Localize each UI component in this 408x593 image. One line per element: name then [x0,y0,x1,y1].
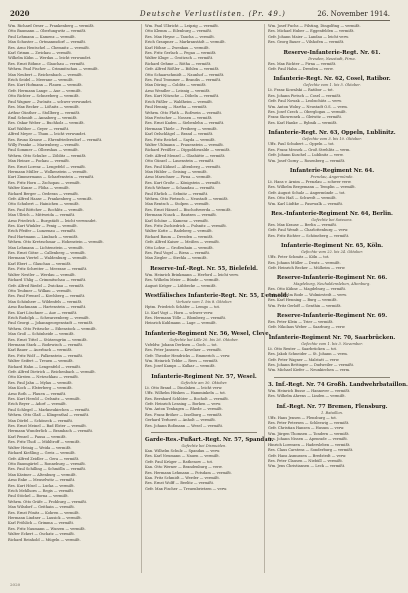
casualty-entry: Res. Wilhelm Ahrens — Linden — vermißt. [268,394,346,399]
casualty-entry: Walter Kluge — Groitzsch — vermißt. [145,56,214,61]
casualty-entry: Max Hübler — Geising — vermißt. [145,169,208,174]
casualty-entry: Res. Otto Haß — Schwedt — vermißt. [268,196,337,201]
casualty-entry: Kurt Zimmermann — Scharfenstein — vermißt. [8,175,95,180]
casualty-entry: Max Dörfel — Schöneck — vermißt. [8,418,74,423]
casualty-entry: Res. Paul Frenzel — Kirchberg — vermißt. [8,294,86,299]
casualty-entry: Karl Fröhlich — Grimma — vermißt. [8,521,75,526]
casualty-entry: Gefr. Hermann Lange — Aue — vermißt. [8,88,82,93]
casualty-entry: Res. Fritz Thoß — Mühltroff — vermißt. [8,440,81,445]
casualty-entry: Res. Karl Hanke — Rybnik — vermißt. [268,120,338,125]
casualty-entry: Gefr. Hans Asmussen — Bredstedt — verw. [268,453,347,458]
casualty-entry: Max Döring — Colditz — vermißt. [145,83,207,88]
casualty-entry: Otto Lohse — Großenhain — vermißt. [145,245,214,250]
casualty-entry: Res. Kurt Hösel — Lucka — vermißt. [8,483,75,488]
section-heading: Reserve-Inf.-Regt. Nr. 55, Bielefeld. [150,265,258,272]
casualty-entry: Gefr. Paul Krüger — Rathenow — tot. [145,459,214,464]
casualty-entry: Hermann Wunderlich — Brambach — vermißt. [8,429,94,434]
casualty-entry: Willy Franke — Marienberg — vermißt. [8,142,80,147]
casualty-entry: Karl Höhne — Zwenkau — vermißt. [145,45,210,50]
casualty-entry: Res. Peter Clausen — Niebüll — vermißt. [268,458,343,463]
casualty-entry: Gefr. Alfred Kaiser — Meißen — vermißt. [145,240,220,245]
casualty-list [268,287,396,309]
section-subheading: Gefechte vom 1. bis 5. Oktober. [303,83,361,88]
casualty-entry: Paul Lehmann — Kamenz — vermißt. [8,34,76,39]
casualty-entry: Res. Wilhelm Bergemann — Templin — vermißt. [268,185,356,190]
section-heading: Reserve-Infanterie-Regiment Nr. 69. [276,313,388,319]
casualty-entry: Res. Franz Bröker — Isselburg — vermißt. [145,412,223,417]
section-heading: Garde-Res.-Fußart.-Regt. Nr. 57, Spandau. [145,437,274,443]
page-number: 2020 [10,9,30,18]
casualty-entry: Wm. Jens Christiansen — Leck — vermißt. [268,464,346,469]
casualty-entry: Res. Paul Böttcher — Rochlitz — vermißt. [8,207,84,212]
casualty-entry: Arthur Günther — Stollberg — vermißt. [8,110,81,115]
section-heading: Infanterie-Regt. Nr. 62, Cosel, Ratibor. [273,76,391,83]
casualty-entry: Wm. Josef Gorny — Rosenberg — vermißt. [268,158,346,163]
casualty-entry: Hermann Viertel — Waldenburg — vermißt. [8,256,88,261]
casualty-entry: Res. Michael Huber — Eggenfelden — vermißt. [268,29,355,34]
section-heading: Reserve-Infanterie-Regiment Nr. 66. [276,275,388,282]
casualty-entry: Wehrm. Otto Pietzsch — Neustadt — vermißt. [145,197,229,201]
casualty-entry: Wehrm. Otto Gräfe — Frohburg — vermißt. [8,499,88,504]
section-heading: Inf.-Regt. Nr. 77 Bremen, Flensburg. [276,403,388,410]
casualty-entry: Erich Rudolph — Schwarzenberg — vermißt. [8,315,90,320]
page-title: Deutsche Verlustlisten. (Pr. 49.) [140,10,286,18]
page-header [10,8,390,21]
casualty-entry: Gefr. Paul Wendt — Charlottenburg — verw. [268,228,349,233]
casualty-entry: Paul Georgi — Johanngeorgenstadt — vermißt. [8,321,94,326]
casualty-entry: Hermann Lindner — Lausick — vermißt. [8,515,82,520]
casualty-entry: Max Neubert — Reichenbach — vermißt. [8,72,83,77]
casualty-entry: Max Ziegler — Strehla — vermißt. [145,256,208,261]
casualty-entry: Res. Fritz Reichel — Sayda — vermißt. [145,137,216,142]
casualty-entry: Res. Ernst Hänsel — Bischofswerda — vermißt. [145,207,232,212]
casualty-entry: Lt. Otto Reuter — Saarbrücken — tot. [268,346,338,351]
casualty-entry: Wm. Anton Tenhagen — Rhede — vermißt. [145,407,223,412]
casualty-entry: Richard Kießling — Greiz — vermißt. [8,451,76,456]
casualty-entry: Kan. Otto Werner — Brandenburg — verw. [145,465,223,470]
casualty-list [268,416,396,470]
section-heading: Infanterie-Regiment Nr. 56, Wesel, Cleve. [145,330,271,337]
casualty-entry: Arno Enke — Meuselwitz — vermißt. [8,478,76,483]
casualty-entry: Res. Kurt Herold — Oelsnitz — vermißt. [8,397,81,402]
casualty-entry: Wehrm. Otto Flath — Roßwein — vermißt. [145,110,223,115]
casualty-entry: Karl Schöne — Kamenz — vermißt. [145,218,209,223]
casualty-entry: Res. Peter Petersen — Schleswig — vermißt. [268,421,350,426]
casualty-entry: Karl Penzel — Pausa — vermißt. [8,434,67,439]
casualty-entry: Res. Hermann Lehmann — Potsdam — vermißt. [145,470,233,475]
casualty-entry: Wm. Karl Lüdtke — Pasewalk — vermißt. [268,201,344,206]
casualty-entry: Res. Jakob Schneider — St. Johann — verm. [268,352,348,357]
casualty-entry: Hermann Noack — Bautzen — vermißt. [145,213,217,218]
casualty-entry: Gefr. Nikolaus Weber — Saarburg — verw. [268,325,346,330]
section-subheading: Gefechte bei Soissons. [311,217,353,222]
casualty-entry: Res. Paul Schilling — Schmölln — vermißt. [8,467,87,472]
casualty-entry: Res. Karl Henning — Burg — vermißt. [268,298,338,303]
casualty-entry: Alfred Meyer — Thum — leicht verwundet. [8,132,87,137]
casualty-entry: Max Schuster — Ortmannsdorf — vermißt. [8,40,87,45]
casualty-entry: Kan. Fritz Schmidt — Werder — vermißt. [145,476,220,481]
casualty-entry: Erich Seidel — Meerane — vermißt. [8,78,74,83]
casualty-entry: Max Kästner — Altenburg — vermißt. [8,472,77,477]
casualty-entry: Arno Bachmann — Hartenstein — vermißt. [8,305,87,310]
section-subheading: Dresden, Neustadt, Pirna. [308,56,356,61]
casualty-entry: Erich Beyer — Adorf — vermißt. [8,402,67,407]
casualty-entry: Paul Schlegel — Markneukirchen — vermißt. [8,407,91,412]
casualty-entry: Richard Preißler — Dippoldiswalde — vermißt. [145,148,231,153]
casualty-entry: Lt. Hans v. Arnim — Prenzlau — schwer verw. [268,179,352,184]
casualty-entry: Res. Fritz Schreiter — Meerane — vermißt. [8,267,88,272]
casualty-entry: Res. Ernst Götze — Callenberg — vermißt. [8,251,86,256]
casualty-entry: Res. Karl Neumann — Nauen — vermißt. [145,454,220,459]
casualty-entry: Max Heinze — Pockau — vermißt. [8,159,70,164]
casualty-entry: Res. Max Heyne — Taucha — vermißt. [145,34,215,39]
casualty-entry: Arno Friedrich — Burgstädt — leicht verwundet. [8,218,97,223]
section-subheading: Gefechte vom 22. bis 24. Oktober. [300,250,363,255]
section-heading: Infanterie-Regiment Nr. 65, Köln. [280,243,384,250]
casualty-entry: Karl Walther — Geyer — vermißt. [8,126,70,131]
casualty-entry: Gefr. Alfred Zeidler — Gera — vermißt. [8,456,80,461]
casualty-entry: Res. Kurt Nitzsche — Döbeln — vermißt. [145,94,220,99]
casualty-entry: Res. Kurt Winkler — Penig — vermißt. [8,224,78,229]
casualty-entry: Res. Josef Kamps — Kalkar — vermißt. [145,364,216,369]
section-heading: Infanterie-Regiment Nr. 57, Wesel. [151,373,257,380]
casualty-entry: Paul Wagner — Zwönitz — schwer verwundet. [8,99,93,104]
casualty-entry: Res. Max Richter — Pirna — vermißt. [268,61,337,66]
casualty-entry: Arno Roth — Plauen — vermißt. [8,391,67,396]
casualty-entry: Erich Mehlhorn — Regis — vermißt. [8,488,75,493]
casualty-entry: Richard Reinhold — Mügeln — vermißt. [8,537,81,542]
casualty-entry: Otto Klemm — Eilenburg — vermißt. [145,29,213,34]
divider [151,432,257,433]
casualty-list [145,386,263,429]
casualty-entry: Wm. Michael Kiefer — Neunkirchen — verm. [268,368,351,373]
casualty-list [268,347,396,374]
casualty-entry: Max Lehmann — Lichtenstein — vermißt. [8,245,84,250]
casualty-entry: Otto Schaarschmidt — Naunhof — vermißt. [145,72,225,77]
casualty-entry: Wm. Heinrich Brinkmann — Herford — leicht verw. [145,272,239,277]
casualty-entry: Hermann Thiele — Freiberg — vermißt. [145,126,218,131]
casualty-entry: Otto Baumgärtel — Ronneburg — vermißt. [8,461,86,466]
section-heading: Westfälisches Infanterie-Regt. Nr. 55, Detmold. [145,293,289,300]
casualty-entry: Res. Fritz Zschiedrich — Pulsnitz — vermißt. [145,224,227,229]
casualty-entry: Paul Stöckel — Borna — vermißt. [8,494,69,499]
casualty-entry: Res. Oskar Weber — Buchholz — vermißt. [8,121,85,126]
casualty-entry: Res. Kurt Löschner — Aue — vermißt. [8,310,78,315]
casualty-entry: Wm. Anton Wolny — Neustadt O.S. — verm. [268,104,348,109]
section-heading: Reserve-Infanterie-Regt. Nr. 61. [283,49,381,56]
casualty-entry: Gefr. Johann Kuschel — Lublinitz — verw. [268,153,344,158]
casualty-entry: Res. Paul Kühnel — Altenberg — vermißt. [145,164,222,169]
casualty-entry: Wm. Heinrich Tebbe — Rees — vermißt. [145,358,219,363]
casualty-entry: Hptm. Friedrich Schäfer — Lemgo — tot. [145,305,221,310]
casualty-entry: Otto Schubert — Hainichen — vermißt. [8,202,80,207]
casualty-entry: Res. Johann Müller — Deutz — vermißt. [268,260,341,265]
casualty-entry: Karl Bauer — Auerbach — vermißt. [8,348,73,353]
casualty-entry: Res. Hermann Tölle — Blomberg — vermißt. [145,315,227,320]
casualty-entry: Res. Paul Vogel — Riesa — vermißt. [145,251,211,256]
casualty-list [145,343,263,370]
section-heading: Res.-Infanterie-Regiment Nr. 64, Berlin. [271,210,393,217]
casualty-entry: Gefr. Alfred Rößler — Böhlen — vermißt. [145,67,220,72]
section-subheading: Gefechte vom 1. bis 3. November. [301,341,363,346]
column-1 [8,24,136,573]
casualty-entry: Walter Nestler — Werdau — vermißt. [8,272,76,277]
casualty-entry: Wm. Heinrich Busse — Hannover — vermißt. [268,388,351,393]
section-subheading: Gefechte bei Lille 20. bis 26. Oktober. [169,337,239,342]
casualty-entry: August Kröger — Lübbecke — vermißt. [145,283,217,288]
casualty-entry: Arno Marschner — Pirna — vermißt. [145,175,212,180]
casualty-entry: Hermann Müller — Wolkenstein — vermißt. [8,169,88,174]
casualty-entry: Res. Ernst Wolff — Beelitz — vermißt. [145,481,215,486]
casualty-entry: Gerhard Terhorst — Anholt — vermißt. [145,418,216,423]
casualty-entry: Gefr. Alfred Menzel — Glashütte — vermißt. [145,153,226,158]
casualty-entry: Gefr. Alfred Dietrich — Reichenbach — vermißt. [8,370,96,374]
casualty-list [268,24,396,46]
casualty-entry: Res. Fritz Naumann — Wurzen — vermißt. [8,526,86,531]
casualty-entry: Res. Georg Bauer — Vilshofen — vermißt. [268,40,345,45]
casualty-entry: Otto Günzel — Lauenstein — vermißt. [145,159,215,164]
casualty-list [268,320,396,331]
casualty-entry: Wehrm. Otto Glaß — Klingenthal — vermißt. [8,413,90,418]
section-subheading: Prenzlau, Angermünde. [310,174,354,179]
page-date: 26. November 1914. [317,10,390,18]
casualty-entry: Res. Otto Kühne — Magdeburg — vermißt. [268,287,347,292]
casualty-entry: Emil Schmidt — Annaberg — vermißt. [8,115,78,120]
casualty-entry: Res. Ernst Kaden — Siebenlehn — vermißt. [145,121,225,126]
casualty-list [268,180,396,207]
casualty-entry: Arno Wendler — Leisnig — vermißt. [145,88,211,93]
casualty-entry: Res. Wilhelm Meier — Bünde — vermißt. [145,278,220,283]
casualty-entry: Res. Arno Hentschel — Chemnitz — vermißt. [8,45,90,50]
casualty-entry: Walter Seifert — Treuen — vermißt. [8,359,74,364]
casualty-entry: Kan. Wilhelm Schulz — Spandau — verw. [145,449,221,453]
casualty-entry: Gefr. Alfred Haase — Frankenberg — vermißt. [8,197,93,201]
casualty-entry: Res. Franz Mrosek — Groß Strehlitz — verm. [268,147,351,152]
casualty-entry: Res. Paul Trommer — Brandis — vermißt. [145,78,222,83]
casualty-entry: Uffz. Peter Schmitz — Köln — tot. [268,255,330,260]
casualty-entry: Gefr. Max Fischer — Treuenbrietzen — verw. [145,486,228,491]
casualty-entry: Res. Max Krause — Berlin — vermißt. [268,222,338,227]
casualty-list [268,88,396,126]
casualty-entry: Res. Claus Carstens — Sonderburg — vermißt. [268,448,354,453]
casualty-entry: Res. Fritz Gerlach — Pegau — vermißt. [145,51,217,56]
casualty-entry: Res. Johann Roßmann — Wesel — vermißt. [145,423,224,428]
casualty-list [145,24,263,262]
section-heading: 3. Inf.-Regt. Nr. 74 Großh. Landwehrbataillon. [268,381,408,388]
casualty-list [268,389,396,400]
casualty-entry: Paul Ehrlich — Sebnitz — vermißt. [145,191,209,196]
casualty-entry: Paul Hennig — Hartha — vermißt. [145,105,208,110]
casualty-entry: Otto Baumann — Oberlungwitz — vermißt. [8,29,87,34]
casualty-entry: Res. Ernst Tittel — Stützengrün — vermißt. [8,337,88,342]
section-subheading: Magdeburg, Neuhaldensleben, Altenburg. [293,282,371,287]
casualty-entry: Res. Kurt Hofmann — Plauen — vermißt. [8,83,83,88]
casualty-entry: Gefr. August Schulz — Angermünde — tot. [268,190,346,195]
casualty-entry: Max Schönherr — Wildenfels — vermißt. [8,299,83,304]
casualty-entry: Res. Fritz Wolf — Falkenstein — vermißt. [8,353,84,358]
casualty-entry: Res. Johann Bettinger — Dudweiler — vermißt. [268,363,355,368]
casualty-entry: Wm. Richard Oeser — Frankenberg — vermißt. [8,24,95,28]
page-footer: 2020 [10,582,21,587]
casualty-entry: Gefr. Peter Wagner — Malstatt — verw. [268,357,340,362]
casualty-entry: Vzfeldw. Johann Derksen — Goch — tot. [145,342,218,347]
section-subheading: Gefechte bei Dixmuiden. [181,444,227,448]
casualty-entry: Otto Kirsten — Netzschkau — vermißt. [8,375,80,380]
casualty-entry: Wm. Josef Fuchs — Pilsting, Dingolfing — vermißt. [268,24,361,28]
section-subheading: Verluste vom 1. bis 8. Oktober. [175,300,233,305]
casualty-entry: Wehrm. Otto Schulze — Zöblitz — vermißt. [8,153,87,158]
casualty-entry: Paul Hartmann — Limbach — vermißt. [8,234,79,239]
casualty-entry: Res. Max Becker — Lößnitz — vermißt. [8,105,80,110]
casualty-entry: Res. Fritz Horn — Zschopau — vermißt. [8,180,81,185]
casualty-entry: Walter Heinig — Weida — vermißt. [8,445,72,450]
casualty-list [145,305,263,327]
column-3 [264,24,408,573]
casualty-entry: Wm. Fritz Gerloff — Genthin — vermißt. [268,303,342,308]
casualty-entry: Gefr. Heinrich Becker — Mülheim — verw. [268,265,346,270]
casualty-entry: Wehrm. Paul Fischer — Crimmitschau — vermißt. [8,67,99,72]
casualty-list [268,142,396,164]
casualty-entry: Res. Peter Klein — Trier — vermißt. [268,320,334,324]
casualty-entry: Karl Oelschlägel — Brand — vermißt. [145,132,214,137]
casualty-entry: Richard Baum — Dresden — vermißt. [145,234,214,239]
casualty-entry: Richard Uhlig — Crimmitschau — vermißt. [8,278,87,283]
casualty-entry: Res. Johann Nissen — Apenrade — vermißt. [268,437,349,442]
casualty-entry: Uffz. Paul Schubert — Oppeln — tot. [268,142,335,147]
casualty-entry: Res. Ernst Lorenz — Lengefeld — vermißt. [8,164,86,169]
casualty-entry: Lt. Franz Kowalski — Ratibor — tot. [268,88,334,93]
casualty-entry: Uffz. Hans Jensen — Flensburg — tot. [268,415,338,420]
section-subheading: 1. Bataillon. [320,410,343,415]
section-subheading: Gefechte vom 3. bis 10. Oktober. [302,137,362,142]
casualty-entry: Res. Josef Czech — Oberglogau — vermißt. [268,110,347,115]
casualty-entry: Uffz. Wilhelm Hüsken — Hamminkeln — tot. [145,391,227,396]
casualty-entry: Max Groß — Schönheide — vermißt. [8,332,75,337]
casualty-entry: Res. Peter Janssen — Kevelaer — vermißt. [145,348,222,353]
casualty-entry: Erich Wehner — Schandau — vermißt. [145,186,216,191]
casualty-entry: Richard Berger — Oederan — vermißt. [8,191,79,196]
casualty-entry: Wehrm. Otto Kretzschmar — Hohenstein — vermißt. [8,240,104,245]
casualty-entry: Karl Grimm — Zwickau — vermißt. [8,51,72,56]
casualty-list [145,273,263,289]
casualty-entry: Max Frotscher — Nossen — vermißt. [145,115,213,120]
casualty-entry: Res. Kurt Große — Königstein — vermißt. [145,180,222,185]
casualty-entry: Gefr. Theodor Hendricks — Emmerich — verw. [145,353,231,358]
column-2 [141,24,289,573]
casualty-entry: Otto Teubner — Wilkau — vermißt. [8,288,72,293]
casualty-entry: Max Wilsdorf — Geithain — vermißt. [8,505,75,510]
casualty-entry: Gefr. Alfred Riedel — Zwickau — vermißt. [8,283,85,288]
casualty-entry: Lt. Otto Brand — Dinslaken — leicht verw. [145,385,223,390]
casualty-entry: Max Ullrich — Mittweida — vermißt. [8,213,76,218]
casualty-entry: Erich Graupner — Markranstädt — vermißt. [145,40,226,45]
casualty-entry: Hermann Stark — Rodewisch — vermißt. [8,342,84,347]
casualty-entry: Res. Bernhard Schlüter — Bocholt — vermißt. [145,396,229,401]
casualty-entry: Heinrich Kuhlmann — Lage — vermißt. [145,321,217,326]
casualty-entry: Res. Ernst Meinel — Bad Elster — vermißt. [8,424,87,429]
casualty-list [268,255,396,271]
casualty-entry: Res. Bruno Krause — Ehrenfriedersdorf — vermißt. [8,137,103,142]
casualty-entry: Paul Sommer — Olbernhau — vermißt. [8,148,79,153]
casualty-list [268,223,396,239]
section-heading: Infanterie-Regiment Nr. 64. [289,167,375,174]
casualty-entry: Gefr. Johann Maier — Landau — leicht verw. [268,34,349,39]
casualty-entry: Franz Skowronek — Gleiwitz — vermißt. [268,115,343,120]
casualty-entry: Res. Ernst Pönitz — Kohren — vermißt. [8,510,80,515]
casualty-entry: Res. Ernst Böhme — Glauchau — vermißt. [8,61,86,66]
section-heading: Infanterie-Regt. Nr. 63, Oppeln, Lublinitz. [268,130,396,137]
casualty-entry: Richard Hahn — Lengenfeld — vermißt. [8,364,82,369]
casualty-entry: Walter Uhlmann — Frauenstein — vermißt. [145,142,224,147]
casualty-entry: Richard Oehme — Rötha — vermißt. [145,61,212,66]
casualty-entry: Walter Kunze — Flöha — vermißt. [8,186,70,191]
casualty-entry: Erich Päßler — Waldheim — vermißt. [145,99,213,104]
section-subheading: Gefechte am 30. Oktober. [180,380,228,385]
casualty-entry: Hinrich Lorenzen — Hadersleben — vermißt. [268,442,351,447]
casualty-entry: Karl Ebert — Glauchau — vermißt. [8,261,72,266]
casualty-entry: Res. Johann Pietsch — Cosel — vermißt. [268,93,342,98]
casualty-entry: Gefr. Christian Hansen — Husum — verw. [268,426,345,431]
casualty-entry: Lt. Karl Vogt — Horn — schwer verw. [145,310,214,315]
casualty-entry: Res. Paul Jahn — Mylau — vermißt. [8,380,73,385]
casualty-entry: Otto Richter — Schneeberg — vermißt. [8,94,80,99]
casualty-list [268,62,396,73]
section-heading: Infanterie-Regiment Nr. 70, Saarbrücken. [268,334,396,341]
casualty-entry: Gefr. Paul Hahn — Dresden — verw. [268,67,334,72]
casualty-entry: Erich Pfeifer — Lunzenau — vermißt. [8,229,77,234]
casualty-entry: Gefr. Paul Nowak — Leobschütz — verw. [268,99,342,104]
casualty-entry: Max Koch — Elsterberg — vermißt. [8,386,73,391]
casualty-list [145,449,263,492]
casualty-entry: Walter Kotte — Radeberg — vermißt. [145,229,213,234]
casualty-entry: Gefr. Heinrich Lensing — Borken — verw. [145,401,221,406]
casualty-entry: Wehrm. Otto Fritzsche — Eibenstock — vermißt. [8,326,97,331]
casualty-entry: Res. Fritz Richter — Schöneberg — vermißt. [268,233,350,238]
casualty-entry: Wilhelm Kühn — Werdau — leicht verwundet. [8,56,92,61]
divider [274,377,390,378]
casualty-entry: Wm. Paul Ulbricht — Leipzig — vermißt. [145,24,219,28]
casualty-entry: Walter Eckert — Oschatz — vermißt. [8,532,75,537]
casualty-entry: Max Rentsch — Stolpen — vermißt. [145,202,210,207]
casualty-entry: Gefr. Wilhelm Bode — Wolmirstedt — verw. [268,292,347,297]
casualty-entry: Wm. Jürgen Thomsen — Tondern — vermißt. [268,431,350,436]
